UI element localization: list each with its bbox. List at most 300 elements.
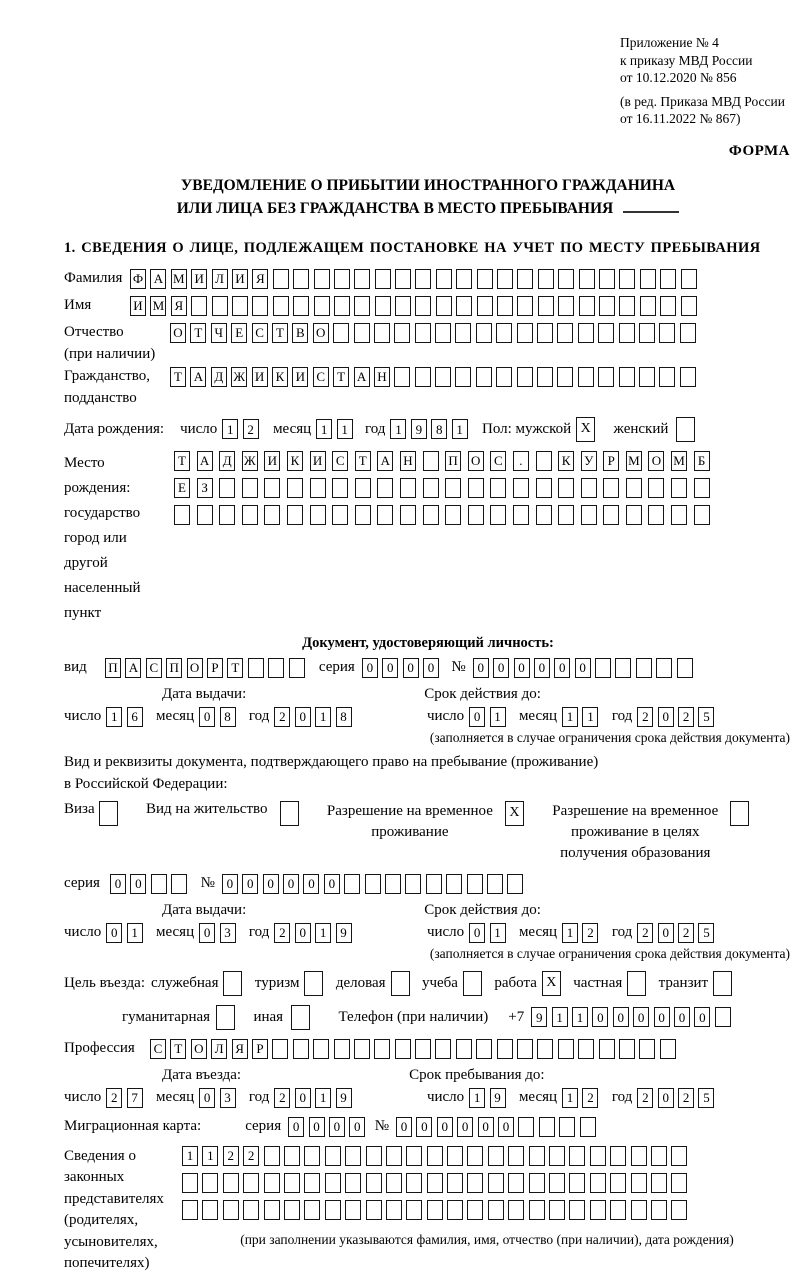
box-cell[interactable] [415,1039,431,1059]
box-cell[interactable] [427,1173,443,1193]
box-cell[interactable] [314,296,330,316]
box-cell[interactable] [529,1173,545,1193]
box-cell[interactable]: 9 [531,1007,547,1027]
box-cell[interactable] [435,367,451,387]
box-cell[interactable]: 5 [698,707,714,727]
box-cell[interactable]: Д [211,367,227,387]
box-cell[interactable] [477,296,493,316]
box-cell[interactable] [219,505,235,525]
box-cell[interactable]: И [292,367,308,387]
box-cell[interactable] [99,801,118,826]
box-cell[interactable]: Ж [231,367,247,387]
box-cell[interactable]: О [648,451,664,471]
box-cell[interactable]: 0 [416,1117,432,1137]
box-cell[interactable] [558,296,574,316]
box-cell[interactable] [659,367,675,387]
box-cell[interactable] [223,1200,239,1220]
box-cell[interactable] [354,296,370,316]
box-cell[interactable]: 3 [220,1088,236,1108]
box-cell[interactable] [599,1039,615,1059]
box-cell[interactable] [264,478,280,498]
box-cell[interactable]: 0 [130,874,146,894]
box-cell[interactable] [405,874,421,894]
box-cell[interactable] [639,1039,655,1059]
box-cell[interactable]: 1 [106,707,122,727]
box-cell[interactable]: И [252,367,268,387]
box-cell[interactable]: 0 [658,923,674,943]
box-cell[interactable] [280,801,299,826]
box-cell[interactable] [680,323,696,343]
box-cell[interactable] [264,1173,280,1193]
box-cell[interactable] [671,1146,687,1166]
box-cell[interactable] [517,323,533,343]
box-cell[interactable]: 1 [127,923,143,943]
box-cell[interactable]: X [505,801,524,826]
box-cell[interactable] [497,1039,513,1059]
box-cell[interactable]: 0 [283,874,299,894]
box-cell[interactable]: Я [171,296,187,316]
box-cell[interactable] [366,1146,382,1166]
box-cell[interactable] [423,505,439,525]
box-cell[interactable]: О [191,1039,207,1059]
box-cell[interactable]: А [377,451,393,471]
box-cell[interactable] [590,1173,606,1193]
box-cell[interactable]: 6 [127,707,143,727]
box-cell[interactable] [310,505,326,525]
box-cell[interactable]: 1 [572,1007,588,1027]
box-cell[interactable] [467,1146,483,1166]
box-cell[interactable] [598,323,614,343]
box-cell[interactable] [599,269,615,289]
box-cell[interactable]: С [490,451,506,471]
box-cell[interactable] [334,1039,350,1059]
box-cell[interactable]: 1 [222,419,238,439]
box-cell[interactable]: 1 [562,923,578,943]
box-cell[interactable] [517,296,533,316]
box-cell[interactable] [264,505,280,525]
box-cell[interactable] [216,1005,235,1030]
box-cell[interactable]: 0 [514,658,530,678]
box-cell[interactable] [610,1146,626,1166]
box-cell[interactable] [456,269,472,289]
box-cell[interactable]: 2 [274,923,290,943]
box-cell[interactable]: С [252,323,268,343]
box-cell[interactable] [355,478,371,498]
box-cell[interactable] [447,1146,463,1166]
box-cell[interactable]: 3 [220,923,236,943]
box-cell[interactable] [610,1173,626,1193]
box-cell[interactable] [354,269,370,289]
box-cell[interactable] [400,505,416,525]
box-cell[interactable] [536,478,552,498]
box-cell[interactable]: Ч [211,323,227,343]
box-cell[interactable] [333,323,349,343]
box-cell[interactable] [284,1146,300,1166]
box-cell[interactable] [463,971,482,996]
box-cell[interactable]: 8 [336,707,352,727]
box-cell[interactable]: 0 [110,874,126,894]
box-cell[interactable] [334,269,350,289]
box-cell[interactable]: Н [374,367,390,387]
box-cell[interactable] [518,1117,534,1137]
box-cell[interactable] [619,323,635,343]
box-cell[interactable] [435,1039,451,1059]
box-cell[interactable] [549,1200,565,1220]
box-cell[interactable] [248,658,264,678]
box-cell[interactable]: Л [211,1039,227,1059]
box-cell[interactable] [671,505,687,525]
box-cell[interactable] [400,478,416,498]
box-cell[interactable]: 0 [457,1117,473,1137]
box-cell[interactable] [291,1005,310,1030]
box-cell[interactable] [436,296,452,316]
box-cell[interactable]: 0 [199,707,215,727]
box-cell[interactable] [374,323,390,343]
box-cell[interactable]: А [190,367,206,387]
box-cell[interactable]: С [332,451,348,471]
box-cell[interactable]: 2 [243,419,259,439]
box-cell[interactable]: П [445,451,461,471]
box-cell[interactable] [513,505,529,525]
box-cell[interactable] [191,296,207,316]
box-cell[interactable] [558,1039,574,1059]
box-cell[interactable] [272,1039,288,1059]
box-cell[interactable]: Д [219,451,235,471]
box-cell[interactable]: С [313,367,329,387]
box-cell[interactable] [497,269,513,289]
box-cell[interactable] [293,296,309,316]
box-cell[interactable] [467,1200,483,1220]
box-cell[interactable] [631,1200,647,1220]
box-cell[interactable]: 9 [336,923,352,943]
box-cell[interactable]: 1 [315,707,331,727]
box-cell[interactable]: 1 [316,419,332,439]
box-cell[interactable]: Т [190,323,206,343]
box-cell[interactable]: 0 [423,658,439,678]
box-cell[interactable] [243,1173,259,1193]
box-cell[interactable] [517,1039,533,1059]
box-cell[interactable]: Е [174,478,190,498]
box-cell[interactable] [648,505,664,525]
box-cell[interactable]: О [313,323,329,343]
box-cell[interactable]: 0 [554,658,570,678]
box-cell[interactable]: 0 [478,1117,494,1137]
box-cell[interactable]: 2 [106,1088,122,1108]
box-cell[interactable] [325,1173,341,1193]
box-cell[interactable] [273,296,289,316]
box-cell[interactable] [182,1200,198,1220]
box-cell[interactable] [639,323,655,343]
box-cell[interactable] [513,478,529,498]
box-cell[interactable]: 2 [637,923,653,943]
box-cell[interactable] [671,1200,687,1220]
box-cell[interactable] [314,269,330,289]
box-cell[interactable]: 0 [199,1088,215,1108]
box-cell[interactable] [656,658,672,678]
box-cell[interactable] [366,1173,382,1193]
box-cell[interactable]: 2 [678,1088,694,1108]
box-cell[interactable] [490,478,506,498]
box-cell[interactable] [332,478,348,498]
box-cell[interactable] [508,1200,524,1220]
box-cell[interactable]: А [125,658,141,678]
box-cell[interactable]: 2 [582,923,598,943]
box-cell[interactable]: 0 [382,658,398,678]
box-cell[interactable] [151,874,167,894]
box-cell[interactable]: 2 [223,1146,239,1166]
box-cell[interactable]: Б [694,451,710,471]
box-cell[interactable] [386,1173,402,1193]
box-cell[interactable] [304,1146,320,1166]
box-cell[interactable]: 0 [575,658,591,678]
box-cell[interactable]: 0 [469,923,485,943]
box-cell[interactable] [507,874,523,894]
box-cell[interactable] [639,367,655,387]
box-cell[interactable]: П [166,658,182,678]
box-cell[interactable]: М [671,451,687,471]
box-cell[interactable]: Л [212,269,228,289]
box-cell[interactable] [325,1146,341,1166]
box-cell[interactable] [677,658,693,678]
box-cell[interactable]: 9 [336,1088,352,1108]
box-cell[interactable]: 8 [431,419,447,439]
box-cell[interactable]: 2 [637,707,653,727]
box-cell[interactable] [558,505,574,525]
box-cell[interactable] [581,478,597,498]
box-cell[interactable]: 0 [329,1117,345,1137]
box-cell[interactable] [447,1173,463,1193]
box-cell[interactable]: Т [227,658,243,678]
box-cell[interactable]: 0 [658,1088,674,1108]
box-cell[interactable] [394,323,410,343]
box-cell[interactable] [537,367,553,387]
box-cell[interactable] [468,478,484,498]
box-cell[interactable]: 1 [490,923,506,943]
box-cell[interactable] [487,874,503,894]
box-cell[interactable] [395,269,411,289]
box-cell[interactable] [681,269,697,289]
box-cell[interactable] [415,323,431,343]
box-cell[interactable]: 1 [452,419,468,439]
box-cell[interactable] [447,1200,463,1220]
box-cell[interactable]: 0 [694,1007,710,1027]
box-cell[interactable] [579,269,595,289]
box-cell[interactable]: О [468,451,484,471]
box-cell[interactable] [536,451,552,471]
box-cell[interactable] [476,1039,492,1059]
box-cell[interactable] [415,367,431,387]
box-cell[interactable]: 2 [274,707,290,727]
box-cell[interactable] [273,269,289,289]
box-cell[interactable]: Е [231,323,247,343]
box-cell[interactable] [539,1117,555,1137]
box-cell[interactable]: 0 [469,707,485,727]
box-cell[interactable] [671,1173,687,1193]
box-cell[interactable] [455,367,471,387]
box-cell[interactable] [529,1200,545,1220]
box-cell[interactable]: 9 [411,419,427,439]
box-cell[interactable]: Р [252,1039,268,1059]
box-cell[interactable]: А [354,367,370,387]
box-cell[interactable] [202,1173,218,1193]
box-cell[interactable]: 0 [295,707,311,727]
box-cell[interactable] [304,971,323,996]
box-cell[interactable] [578,323,594,343]
box-cell[interactable] [680,367,696,387]
box-cell[interactable]: Я [252,269,268,289]
box-cell[interactable]: М [171,269,187,289]
box-cell[interactable] [476,323,492,343]
box-cell[interactable] [375,269,391,289]
box-cell[interactable]: К [272,367,288,387]
box-cell[interactable]: 1 [552,1007,568,1027]
box-cell[interactable] [377,478,393,498]
box-cell[interactable]: З [197,478,213,498]
box-cell[interactable] [598,367,614,387]
box-cell[interactable]: 0 [403,658,419,678]
box-cell[interactable]: Т [170,1039,186,1059]
box-cell[interactable] [490,505,506,525]
box-cell[interactable]: 1 [315,923,331,943]
box-cell[interactable] [578,1039,594,1059]
box-cell[interactable]: А [150,269,166,289]
box-cell[interactable] [603,478,619,498]
box-cell[interactable] [508,1146,524,1166]
box-cell[interactable]: 0 [362,658,378,678]
box-cell[interactable]: 0 [658,707,674,727]
box-cell[interactable]: 0 [309,1117,325,1137]
box-cell[interactable] [590,1146,606,1166]
box-cell[interactable] [557,367,573,387]
box-cell[interactable] [394,367,410,387]
box-cell[interactable] [538,296,554,316]
box-cell[interactable]: 0 [498,1117,514,1137]
box-cell[interactable] [268,658,284,678]
box-cell[interactable]: 0 [199,923,215,943]
box-cell[interactable] [660,269,676,289]
box-cell[interactable] [171,874,187,894]
box-cell[interactable]: 1 [582,707,598,727]
box-cell[interactable] [212,296,228,316]
box-cell[interactable] [365,874,381,894]
box-cell[interactable] [671,478,687,498]
box-cell[interactable]: 2 [582,1088,598,1108]
box-cell[interactable] [660,296,676,316]
box-cell[interactable]: 0 [324,874,340,894]
box-cell[interactable]: 5 [698,1088,714,1108]
box-cell[interactable] [558,478,574,498]
box-cell[interactable] [415,269,431,289]
box-cell[interactable] [590,1200,606,1220]
box-cell[interactable] [406,1200,422,1220]
box-cell[interactable]: Р [207,658,223,678]
box-cell[interactable]: 0 [654,1007,670,1027]
box-cell[interactable] [313,1039,329,1059]
box-cell[interactable] [219,478,235,498]
box-cell[interactable]: И [191,269,207,289]
box-cell[interactable]: 0 [303,874,319,894]
box-cell[interactable]: Р [603,451,619,471]
box-cell[interactable] [517,269,533,289]
box-cell[interactable]: Т [333,367,349,387]
box-cell[interactable] [640,296,656,316]
box-cell[interactable]: К [287,451,303,471]
box-cell[interactable] [202,1200,218,1220]
box-cell[interactable] [293,1039,309,1059]
box-cell[interactable] [182,1173,198,1193]
box-cell[interactable]: 0 [295,923,311,943]
box-cell[interactable]: 1 [337,419,353,439]
box-cell[interactable]: И [310,451,326,471]
box-cell[interactable]: 0 [295,1088,311,1108]
box-cell[interactable]: 2 [678,707,694,727]
box-cell[interactable]: 1 [202,1146,218,1166]
box-cell[interactable]: И [232,269,248,289]
box-cell[interactable] [374,1039,390,1059]
box-cell[interactable]: X [542,971,561,996]
box-cell[interactable] [284,1173,300,1193]
box-cell[interactable] [445,505,461,525]
box-cell[interactable] [619,1039,635,1059]
box-cell[interactable]: Н [400,451,416,471]
box-cell[interactable] [423,451,439,471]
box-cell[interactable] [615,658,631,678]
box-cell[interactable] [304,1200,320,1220]
box-cell[interactable] [395,1039,411,1059]
box-cell[interactable] [529,1146,545,1166]
box-cell[interactable]: И [264,451,280,471]
box-cell[interactable] [284,1200,300,1220]
box-cell[interactable]: 0 [288,1117,304,1137]
box-cell[interactable]: 2 [637,1088,653,1108]
box-cell[interactable] [332,505,348,525]
box-cell[interactable] [517,367,533,387]
box-cell[interactable]: П [105,658,121,678]
box-cell[interactable] [243,1200,259,1220]
box-cell[interactable] [730,801,749,826]
box-cell[interactable]: X [576,417,595,442]
box-cell[interactable]: Я [232,1039,248,1059]
box-cell[interactable] [223,971,242,996]
box-cell[interactable] [537,323,553,343]
box-cell[interactable]: У [581,451,597,471]
box-cell[interactable] [345,1200,361,1220]
box-cell[interactable]: 0 [349,1117,365,1137]
box-cell[interactable] [538,269,554,289]
box-cell[interactable] [355,505,371,525]
box-cell[interactable]: 0 [493,658,509,678]
box-cell[interactable]: 9 [490,1088,506,1108]
box-cell[interactable] [232,296,248,316]
box-cell[interactable] [386,1200,402,1220]
box-cell[interactable] [694,505,710,525]
box-cell[interactable]: 0 [674,1007,690,1027]
box-cell[interactable] [174,505,190,525]
box-cell[interactable] [264,1146,280,1166]
box-cell[interactable] [395,296,411,316]
box-cell[interactable] [304,1173,320,1193]
box-cell[interactable] [427,1200,443,1220]
box-cell[interactable]: М [626,451,642,471]
box-cell[interactable] [651,1200,667,1220]
box-cell[interactable]: И [130,296,146,316]
box-cell[interactable] [557,323,573,343]
box-cell[interactable] [426,874,442,894]
box-cell[interactable] [293,269,309,289]
box-cell[interactable] [651,1173,667,1193]
box-cell[interactable]: 2 [274,1088,290,1108]
box-cell[interactable]: 0 [222,874,238,894]
